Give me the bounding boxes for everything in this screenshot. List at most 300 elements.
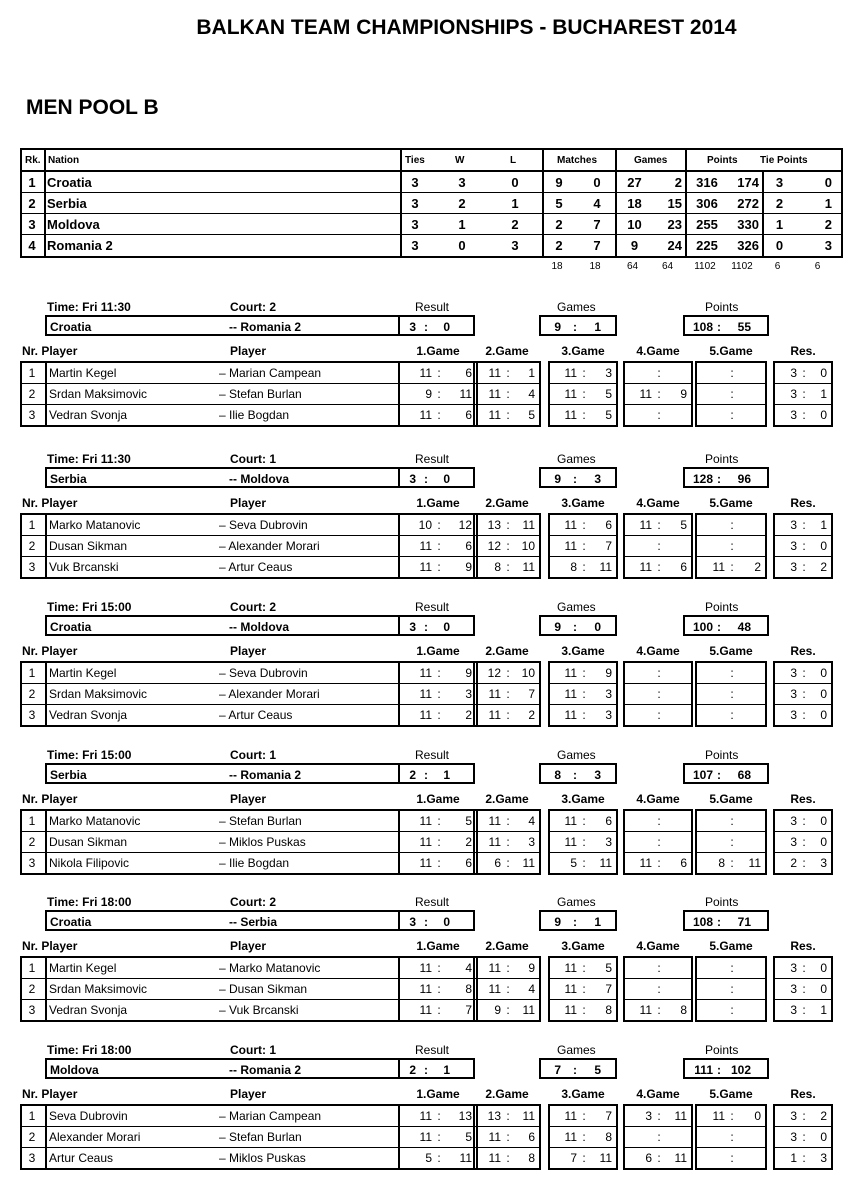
score-row xyxy=(697,683,765,704)
result-home: 2 xyxy=(409,1063,416,1077)
standings-cell-l: 2 xyxy=(511,217,519,232)
score-row xyxy=(625,1106,691,1127)
match-row xyxy=(22,383,398,404)
result-box xyxy=(398,315,475,336)
standings-cell-l: 3 xyxy=(511,238,519,253)
score-row xyxy=(625,663,691,684)
player-header: Player xyxy=(230,1087,267,1101)
score-colon: : xyxy=(657,814,661,828)
games-away: 3 xyxy=(594,472,601,486)
result-home: 3 xyxy=(409,915,416,929)
score-row xyxy=(697,811,765,832)
score-colon: : xyxy=(802,366,806,380)
score-home: 11 xyxy=(564,666,577,680)
score-row xyxy=(400,515,476,536)
score-colon: : xyxy=(582,835,586,849)
res-header: Res. xyxy=(790,644,816,658)
match-row xyxy=(22,556,398,577)
score-home: 11 xyxy=(564,687,577,701)
score-away: 9 xyxy=(465,560,472,574)
score-colon: : xyxy=(730,856,734,870)
score-home: 6 xyxy=(645,1151,652,1165)
score-colon: : xyxy=(437,856,441,870)
score-home: 11 xyxy=(419,814,432,828)
score-colon: : xyxy=(657,1151,661,1165)
score-away: 7 xyxy=(465,1003,472,1017)
game2-header: 2.Game xyxy=(485,939,529,953)
result-away: 1 xyxy=(443,1063,450,1077)
games-label: Games xyxy=(557,895,596,909)
standings-cell-games-for: 27 xyxy=(627,175,642,190)
game3-header: 3.Game xyxy=(561,496,605,510)
score-row xyxy=(475,1126,539,1147)
column-divider xyxy=(44,235,46,256)
pool-title: MEN POOL B xyxy=(26,96,159,119)
game5-header: 5.Game xyxy=(709,1087,753,1101)
score-away: 11 xyxy=(522,856,535,870)
points-box xyxy=(683,615,769,636)
score-colon: : xyxy=(802,387,806,401)
header-rank: Rk. xyxy=(25,155,41,166)
games-label: Games xyxy=(557,300,596,314)
score-colon: : xyxy=(730,539,734,553)
points-away: 68 xyxy=(737,768,751,782)
score-home: 11 xyxy=(639,387,652,401)
score-row xyxy=(625,535,691,556)
nr-divider xyxy=(45,663,47,725)
score-colon: : xyxy=(437,708,441,722)
score-colon: : xyxy=(802,1003,806,1017)
res-header: Res. xyxy=(790,1087,816,1101)
games-home: 9 xyxy=(554,915,561,929)
column-divider xyxy=(400,172,402,192)
score-colon: : xyxy=(437,982,441,996)
game5-header: 5.Game xyxy=(709,939,753,953)
score-row xyxy=(550,811,616,832)
away-team: -- Moldova xyxy=(229,620,289,634)
away-player: – Alexander Morari xyxy=(219,539,320,553)
tie-block xyxy=(20,600,843,730)
score-colon: : xyxy=(582,814,586,828)
result-box xyxy=(398,615,475,636)
score-row xyxy=(625,683,691,704)
games-home: 7 xyxy=(554,1063,561,1077)
score-away: 5 xyxy=(528,408,535,422)
score-row xyxy=(475,515,539,536)
standings-cell-tp-against: 0 xyxy=(824,175,832,190)
tie-time: Time: Fri 15:00 xyxy=(47,748,132,762)
score-row xyxy=(400,704,476,725)
score-row xyxy=(775,556,831,577)
points-home: 108 xyxy=(692,320,713,334)
score-away: 2 xyxy=(465,835,472,849)
total-games-for: 64 xyxy=(626,261,639,272)
match-nr: 2 xyxy=(28,539,36,553)
match-row xyxy=(22,1126,398,1147)
tie-block xyxy=(20,300,843,430)
score-colon: : xyxy=(437,1130,441,1144)
score-away: 11 xyxy=(748,856,761,870)
nr-player-header: Nr. Player xyxy=(22,1087,78,1101)
score-home: 11 xyxy=(564,1130,577,1144)
score-away: 0 xyxy=(820,1130,827,1144)
points-colon: : xyxy=(717,915,721,929)
score-colon: : xyxy=(657,560,661,574)
standings-cell-games-for: 18 xyxy=(627,196,642,211)
standings-cell-w: 2 xyxy=(458,196,466,211)
res-header: Res. xyxy=(790,792,816,806)
score-row xyxy=(475,852,539,873)
header-ties: Ties xyxy=(405,155,425,166)
score-home: 3 xyxy=(790,708,797,722)
result-label: Result xyxy=(415,600,450,614)
score-row xyxy=(697,1147,765,1168)
score-home: 11 xyxy=(488,1151,501,1165)
match-nr: 2 xyxy=(28,835,36,849)
score-colon: : xyxy=(730,835,734,849)
games-box xyxy=(539,1058,617,1079)
score-away: 11 xyxy=(522,560,535,574)
score-colon: : xyxy=(582,961,586,975)
tie-court: Court: 1 xyxy=(230,452,276,466)
score-away: 11 xyxy=(459,387,472,401)
score-home: 7 xyxy=(570,1151,577,1165)
standings-cell-matches-for: 5 xyxy=(555,196,563,211)
score-row xyxy=(625,958,691,979)
score-colon: : xyxy=(582,856,586,870)
score-colon: : xyxy=(582,982,586,996)
score-row xyxy=(400,811,476,832)
standings-cell-games-for: 9 xyxy=(630,238,639,253)
score-row xyxy=(475,1106,539,1127)
standings-cell-ties: 3 xyxy=(411,238,419,253)
games-box xyxy=(539,615,617,636)
score-row xyxy=(775,383,831,404)
game4-header: 4.Game xyxy=(636,792,680,806)
home-player: Srdan Maksimovic xyxy=(49,387,148,401)
score-row xyxy=(625,852,691,873)
points-box xyxy=(683,763,769,784)
match-row xyxy=(22,515,398,536)
column-divider xyxy=(685,214,687,234)
score-colon: : xyxy=(437,387,441,401)
result-away: 1 xyxy=(443,768,450,782)
game3-grid xyxy=(548,1104,618,1170)
games-away: 1 xyxy=(594,320,601,334)
tie-time: Time: Fri 15:00 xyxy=(47,600,132,614)
score-colon: : xyxy=(437,539,441,553)
column-divider xyxy=(400,193,402,213)
away-player: – Seva Dubrovin xyxy=(219,666,308,680)
score-colon: : xyxy=(730,560,734,574)
score-home: 9 xyxy=(425,387,432,401)
res-grid xyxy=(773,513,833,579)
result-colon: : xyxy=(424,472,428,486)
game2-grid xyxy=(473,361,541,427)
result-box xyxy=(398,910,475,931)
score-colon: : xyxy=(802,666,806,680)
match-nr: 1 xyxy=(28,366,36,380)
game3-grid xyxy=(548,513,618,579)
home-player: Seva Dubrovin xyxy=(49,1109,128,1123)
standings-cell-nation: Moldova xyxy=(47,217,100,232)
column-divider xyxy=(44,172,46,192)
score-home: 11 xyxy=(419,856,432,870)
games-colon: : xyxy=(573,620,577,634)
score-home: 8 xyxy=(570,560,577,574)
points-box xyxy=(683,467,769,488)
score-colon: : xyxy=(802,856,806,870)
nr-divider xyxy=(45,363,47,425)
total-points-against: 1102 xyxy=(731,261,753,272)
tie-block xyxy=(20,895,843,1025)
score-home: 12 xyxy=(487,666,501,680)
game4-grid xyxy=(623,661,693,727)
home-team: Croatia xyxy=(50,915,92,929)
score-colon: : xyxy=(657,982,661,996)
home-player: Marko Matanovic xyxy=(49,518,141,532)
score-away: 1 xyxy=(820,1003,827,1017)
standings-cell-nation: Croatia xyxy=(47,175,92,190)
standings-cell-tp-against: 2 xyxy=(824,217,832,232)
score-home: 11 xyxy=(712,560,725,574)
score-home: 3 xyxy=(790,539,797,553)
points-colon: : xyxy=(717,768,721,782)
score-colon: : xyxy=(437,408,441,422)
game3-header: 3.Game xyxy=(561,792,605,806)
match-row xyxy=(22,535,398,556)
score-home: 3 xyxy=(790,687,797,701)
score-colon: : xyxy=(506,982,510,996)
match-row xyxy=(22,683,398,704)
score-away: 1 xyxy=(820,518,827,532)
home-team: Moldova xyxy=(50,1063,99,1077)
game5-header: 5.Game xyxy=(709,792,753,806)
player-header: Player xyxy=(230,496,267,510)
tie-time: Time: Fri 18:00 xyxy=(47,895,132,909)
score-home: 3 xyxy=(645,1109,652,1123)
score-colon: : xyxy=(506,560,510,574)
score-colon: : xyxy=(437,666,441,680)
games-home: 9 xyxy=(554,472,561,486)
standings-cell-points-against: 330 xyxy=(737,217,759,232)
score-home: 3 xyxy=(790,982,797,996)
score-away: 7 xyxy=(605,982,612,996)
score-home: 11 xyxy=(488,814,501,828)
score-colon: : xyxy=(506,408,510,422)
points-colon: : xyxy=(717,1063,721,1077)
match-row xyxy=(22,663,398,684)
standings-cell-nation: Serbia xyxy=(47,196,87,211)
result-label: Result xyxy=(415,895,450,909)
score-away: 9 xyxy=(680,387,687,401)
games-colon: : xyxy=(573,472,577,486)
games-box xyxy=(539,763,617,784)
tie-court: Court: 2 xyxy=(230,300,276,314)
score-colon: : xyxy=(582,1151,586,1165)
result-colon: : xyxy=(424,320,428,334)
game3-header: 3.Game xyxy=(561,344,605,358)
player-header: Player xyxy=(230,792,267,806)
score-home: 1 xyxy=(790,1151,797,1165)
result-away: 0 xyxy=(443,915,450,929)
game4-grid xyxy=(623,809,693,875)
score-home: 11 xyxy=(564,708,577,722)
score-row xyxy=(400,535,476,556)
games-box xyxy=(539,467,617,488)
result-away: 0 xyxy=(443,320,450,334)
home-team: Croatia xyxy=(50,320,92,334)
score-colon: : xyxy=(506,518,510,532)
column-divider xyxy=(762,172,764,192)
match-nr: 3 xyxy=(28,408,36,422)
score-away: 11 xyxy=(522,1003,535,1017)
score-away: 1 xyxy=(820,387,827,401)
score-colon: : xyxy=(437,366,441,380)
teams-box xyxy=(45,615,400,636)
tie-court: Court: 1 xyxy=(230,1043,276,1057)
standings-cell-games-against: 23 xyxy=(667,217,682,232)
home-player: Vedran Svonja xyxy=(49,1003,128,1017)
score-home: 11 xyxy=(488,408,501,422)
score-row xyxy=(625,811,691,832)
away-team: -- Moldova xyxy=(229,472,289,486)
score-row xyxy=(475,663,539,684)
score-colon: : xyxy=(506,814,510,828)
score-row xyxy=(475,811,539,832)
points-home: 111 xyxy=(694,1063,713,1077)
match-nr: 2 xyxy=(28,387,36,401)
game1-header: 1.Game xyxy=(416,939,460,953)
match-row xyxy=(22,852,398,873)
score-row xyxy=(475,831,539,852)
result-home: 3 xyxy=(409,472,416,486)
score-colon: : xyxy=(657,366,661,380)
score-home: 11 xyxy=(419,408,432,422)
column-divider xyxy=(615,172,617,192)
result-colon: : xyxy=(424,1063,428,1077)
score-colon: : xyxy=(506,1151,510,1165)
score-away: 11 xyxy=(674,1151,687,1165)
score-row xyxy=(400,363,476,384)
result-home: 2 xyxy=(409,768,416,782)
teams-box xyxy=(45,315,400,336)
game2-header: 2.Game xyxy=(485,644,529,658)
score-away: 10 xyxy=(521,539,535,553)
game3-grid xyxy=(548,661,618,727)
games-colon: : xyxy=(573,915,577,929)
game4-header: 4.Game xyxy=(636,644,680,658)
points-box xyxy=(683,910,769,931)
score-home: 11 xyxy=(419,1130,432,1144)
game2-header: 2.Game xyxy=(485,1087,529,1101)
score-home: 11 xyxy=(419,666,432,680)
result-home: 3 xyxy=(409,620,416,634)
score-colon: : xyxy=(582,560,586,574)
score-row xyxy=(400,852,476,873)
standings-cell-tp-for: 1 xyxy=(775,217,784,232)
column-divider xyxy=(762,193,764,213)
score-away: 4 xyxy=(528,387,535,401)
score-home: 11 xyxy=(488,708,501,722)
header-l: L xyxy=(510,155,517,166)
game5-header: 5.Game xyxy=(709,344,753,358)
score-colon: : xyxy=(506,708,510,722)
score-home: 11 xyxy=(419,539,432,553)
score-colon: : xyxy=(437,1151,441,1165)
column-divider xyxy=(685,235,687,256)
score-home: 11 xyxy=(488,961,501,975)
game3-grid xyxy=(548,956,618,1022)
game2-grid xyxy=(473,956,541,1022)
standings-cell-points-against: 174 xyxy=(737,175,759,190)
score-row xyxy=(475,363,539,384)
score-row xyxy=(625,363,691,384)
away-player: – Alexander Morari xyxy=(219,687,320,701)
total-matches-against: 18 xyxy=(589,261,601,272)
score-away: 5 xyxy=(605,961,612,975)
game3-grid xyxy=(548,809,618,875)
game1-grid xyxy=(398,661,478,727)
score-away: 0 xyxy=(820,708,827,722)
tie-court: Court: 2 xyxy=(230,895,276,909)
column-divider xyxy=(615,193,617,213)
teams-box xyxy=(45,763,400,784)
score-away: 6 xyxy=(465,856,472,870)
score-row xyxy=(475,958,539,979)
score-colon: : xyxy=(506,1130,510,1144)
score-row xyxy=(775,1126,831,1147)
game2-header: 2.Game xyxy=(485,496,529,510)
total-points-for: 1102 xyxy=(694,261,716,272)
score-colon: : xyxy=(437,814,441,828)
standings-cell-l: 0 xyxy=(511,175,519,190)
column-divider xyxy=(44,150,46,170)
player-header: Player xyxy=(230,939,267,953)
score-away: 2 xyxy=(820,560,827,574)
score-away: 3 xyxy=(528,835,535,849)
match-row xyxy=(22,1147,398,1168)
game2-grid xyxy=(473,661,541,727)
tie-court: Court: 2 xyxy=(230,600,276,614)
game3-header: 3.Game xyxy=(561,644,605,658)
score-away: 6 xyxy=(465,539,472,553)
score-away: 13 xyxy=(458,1109,472,1123)
standings-header xyxy=(20,148,843,170)
score-away: 6 xyxy=(680,856,687,870)
score-colon: : xyxy=(437,961,441,975)
game1-header: 1.Game xyxy=(416,344,460,358)
score-away: 7 xyxy=(528,687,535,701)
score-row xyxy=(775,535,831,556)
score-away: 5 xyxy=(605,408,612,422)
score-colon: : xyxy=(582,666,586,680)
score-row xyxy=(775,978,831,999)
home-player: Nikola Filipovic xyxy=(49,856,130,870)
score-row xyxy=(625,1126,691,1147)
score-home: 11 xyxy=(564,982,577,996)
points-label: Points xyxy=(705,452,739,466)
score-row xyxy=(697,383,765,404)
score-row xyxy=(625,999,691,1020)
header-matches: Matches xyxy=(557,155,598,166)
players-grid xyxy=(20,956,400,1022)
score-home: 11 xyxy=(488,1130,501,1144)
nr-player-header: Nr. Player xyxy=(22,344,78,358)
score-away: 11 xyxy=(459,1151,472,1165)
score-row xyxy=(697,978,765,999)
game1-grid xyxy=(398,1104,478,1170)
